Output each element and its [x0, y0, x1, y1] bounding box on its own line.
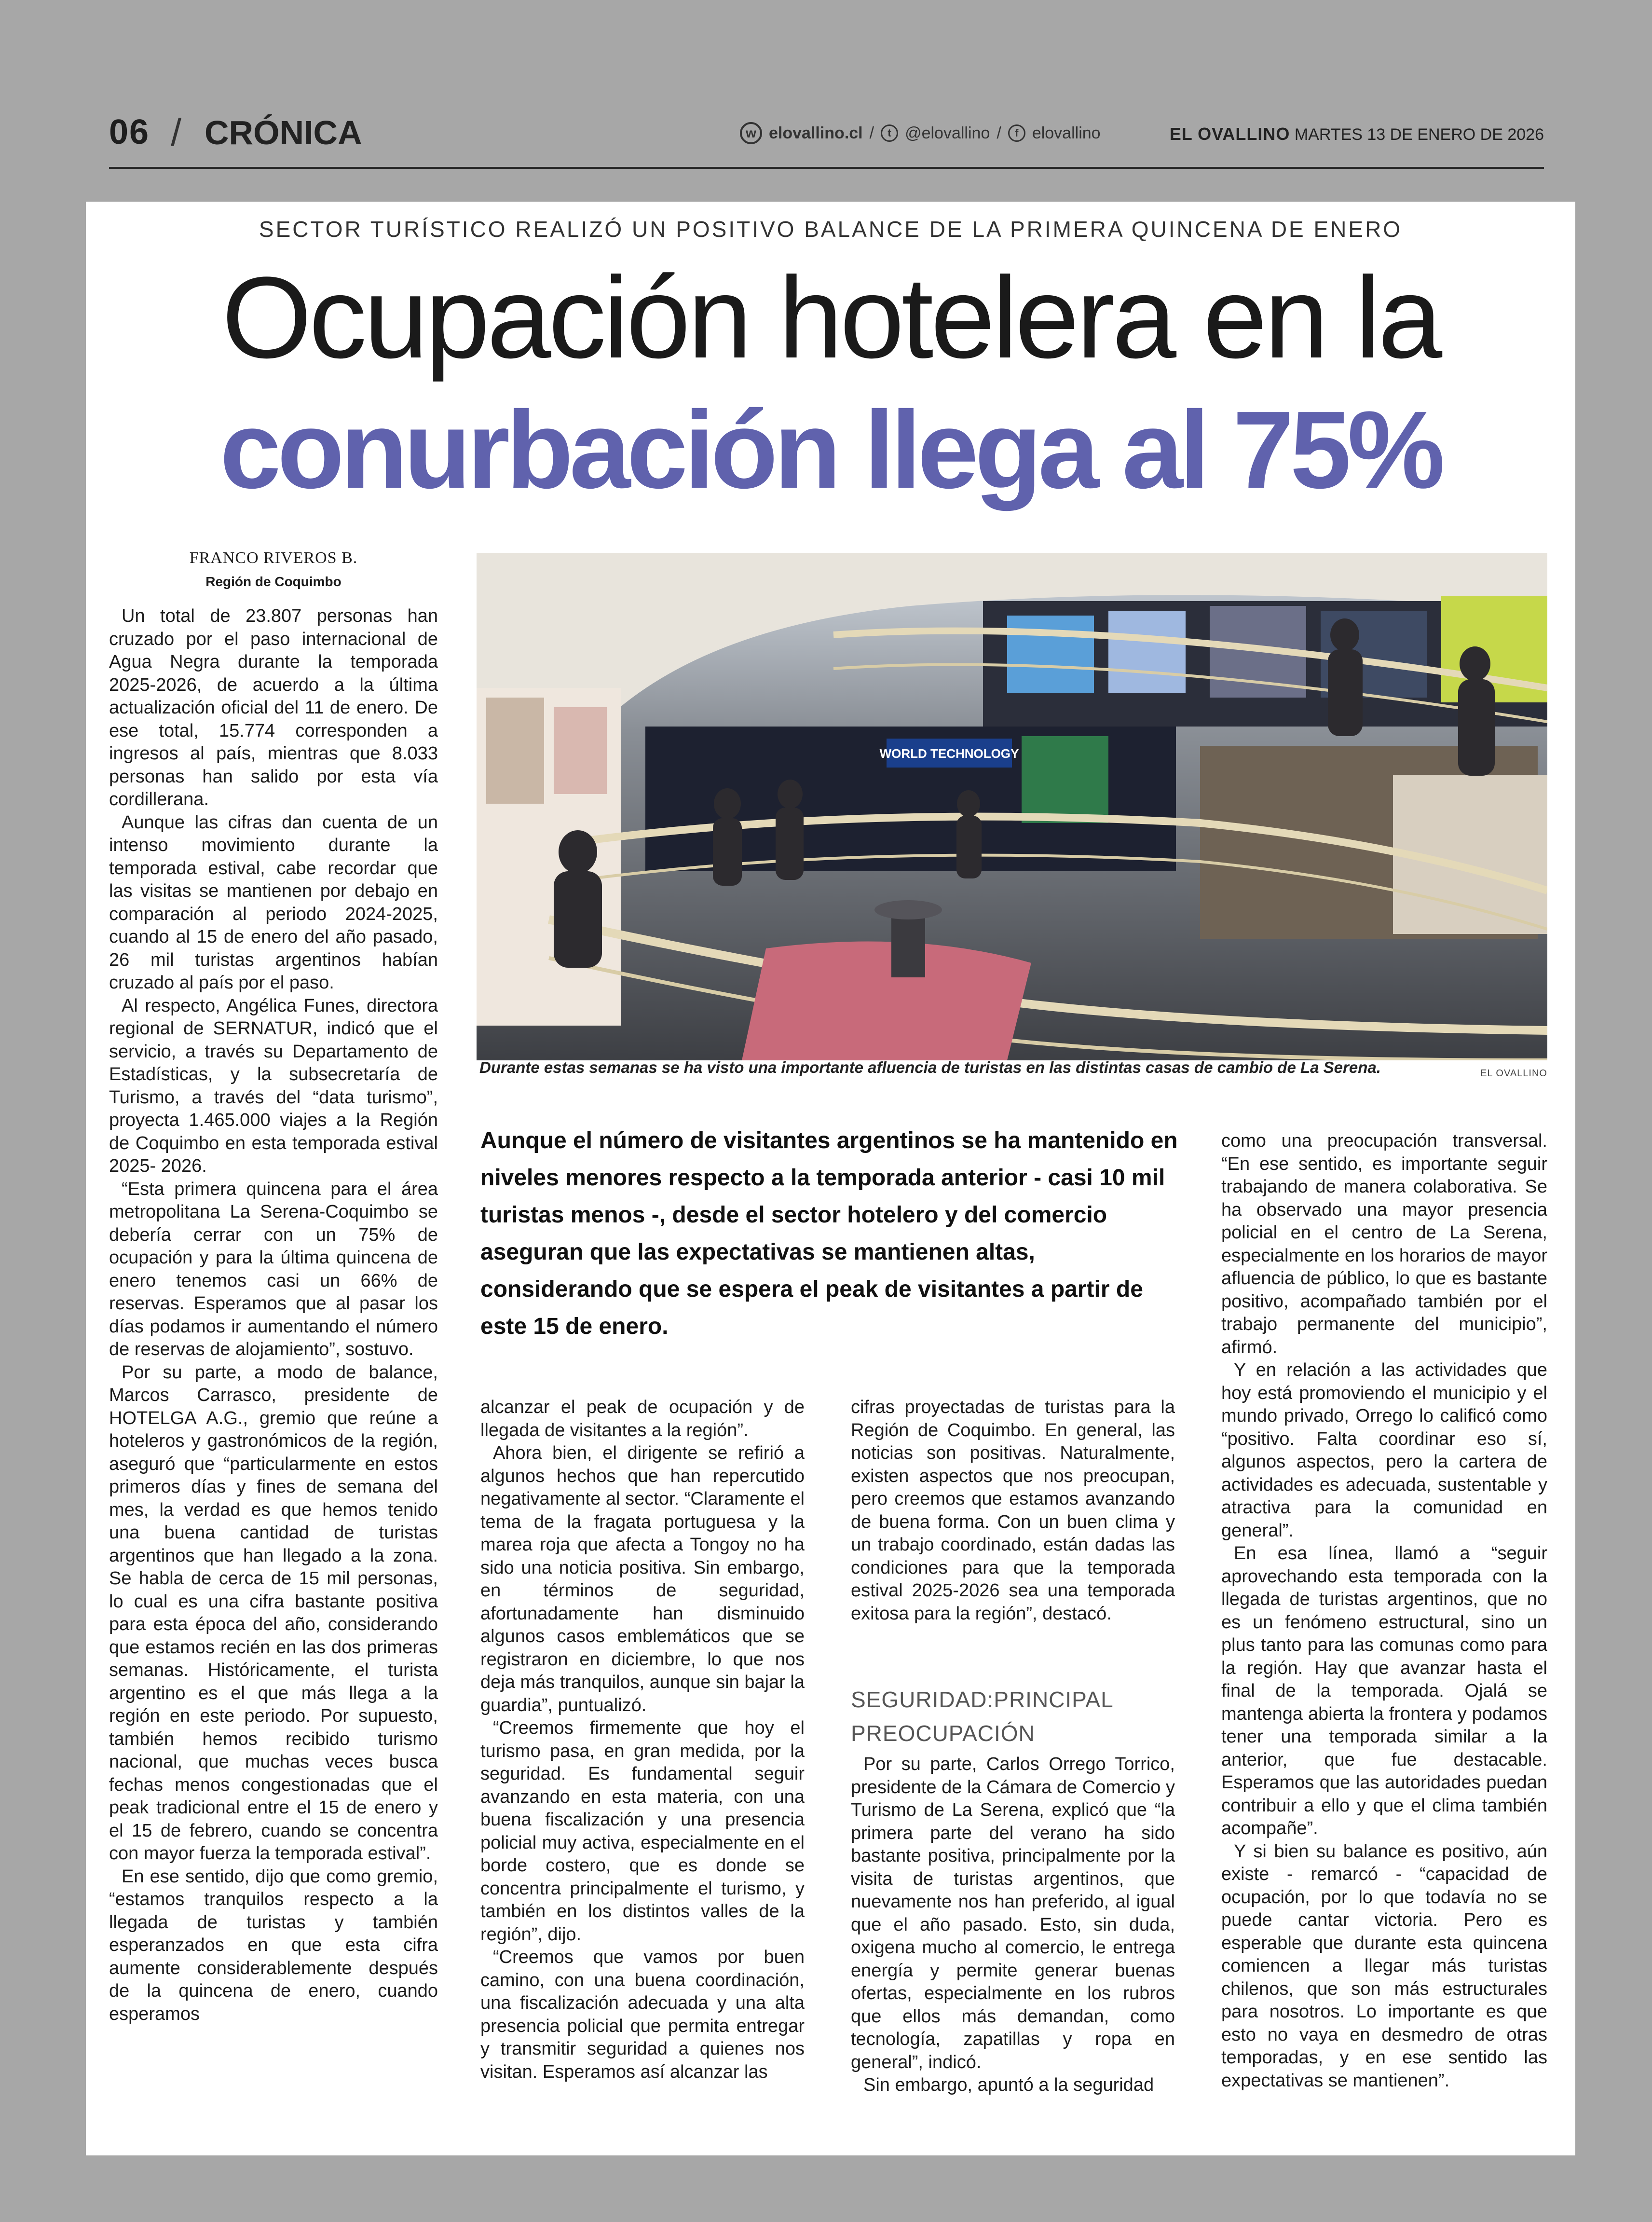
twitter-link[interactable]: @elovallino [905, 123, 990, 142]
paragraph: Al respecto, Angélica Funes, directora regional de SERNATUR, indicó que el servicio, a través su Departamento de Estadísticas, y la subsecretaría de Turismo, a través del “data turismo”, proyecta 1.465.000 viajes a la Región de Coquimbo en esta temporada estival 2025- 2026. [109, 995, 438, 1176]
twitter-icon: t [881, 124, 898, 142]
photo-shop-sign: WORLD TECHNOLOGY [879, 746, 1019, 761]
photo-credit: EL OVALLINO [1480, 1068, 1547, 1079]
facebook-icon: f [1008, 124, 1025, 142]
article-panel [86, 202, 1575, 2155]
web-icon: w [740, 122, 762, 144]
lead-paragraph: Aunque el número de visitantes argentinos se ha mantenido en niveles menores respecto a la temporada anterior - casi 10 mil turistas menos -, desde el sector hotelero y del comercio aseguran que las expectativas se mantienen altas, considerando que se espera el peak de visitantes a partir de este 15 de enero. [480, 1128, 1178, 1339]
author-region: Región de Coquimbo [205, 574, 341, 589]
headline-line-1: Ocupación hotelera en la [221, 253, 1440, 382]
column-2 [480, 1396, 805, 2084]
column-3b [851, 1753, 1175, 2097]
paragraph: En ese sentido, dijo que como gremio, “estamos tranquilos respecto a la llegada de turistas y también esperanzados en que esta cifra aumente considerablemente después de la quincena de enero, cuando esperamos [109, 1866, 438, 2024]
page-header [109, 104, 1544, 169]
author-byline: FRANCO RIVEROS B. [189, 549, 358, 567]
column-4 [1221, 1130, 1547, 2092]
paragraph: Por su parte, Carlos Orrego Torrico, presidente de la Cámara de Comercio y Turismo de La Serena, explicó que “la primera parte del verano ha sido bastante positiva, principalmente por la visita de turistas argentinos, que nuevamente nos han preferido, al igual que el año pasado. Esto, sin duda, oxigena mucho al comercio, le entrega energía y permite generar buenas ofertas, especialmente en los rubros que ellos más demandan, como tecnología, zapatillas y ropa en general”, indicó. [851, 1754, 1175, 2072]
paragraph: Sin embargo, apuntó a la seguridad [863, 2075, 1154, 2095]
article-photo [477, 553, 1547, 1060]
paragraph: “Creemos que vamos por buen camino, con una buena coordinación, una fiscalización adecuada y una alta presencia policial que permita entregar y transmitir seguridad a quienes nos visitan. Esperamos así alcanzar las [480, 1947, 805, 2082]
paragraph: Y si bien su balance es positivo, aún existe - remarcó - “capacidad de ocupación, por lo que todavía no se puede cantar victoria. Pero es esperable que durante esta quincena comiencen a llegar más turistas chilenos, que son más estructurales para nosotros. Lo importante es que esto no vaya en desmedro de otras temporadas, y en ese sentido las expectativas se mantienen”. [1221, 1841, 1547, 2091]
masthead-info [1170, 124, 1544, 144]
photo-caption: Durante estas semanas se ha visto una importante afluencia de turistas en las distintas casas de cambio de La Serena. [479, 1058, 1381, 1076]
paragraph: En esa línea, llamó a “seguir aprovechando esta temporada con la llegada de turistas argentinos, que no es un fenómeno estructural, sino un plus tanto para las comunas como para la región. Hay que avanzar hasta el final de la temporada. Ojalá se mantenga abierta la frontera y podamos tener una temporada similar a la anterior, que fue destacable. Esperamos que las autoridades puedan contribuir a ello y que el clima también acompañe”. [1221, 1543, 1547, 1838]
paragraph: Ahora bien, el dirigente se refirió a algunos hechos que han repercutido negativamente al sector. “Claramente el tema de la fragata portuguesa y la marea roja que afecta a Tongoy no ha sido una noticia positiva. Sin embargo, en términos de seguridad, afortunadamente han disminuido algunos casos emblemáticos que se registraron en diciembre, lo que nos deja más tranquilos, aunque sin bajar la guardia”, puntualizó. [480, 1443, 805, 1715]
headline-line-2: conurbación llega al 75% [219, 389, 1442, 511]
kicker: SECTOR TURÍSTICO REALIZÓ UN POSITIVO BALANCE DE LA PRIMERA QUINCENA DE ENERO [259, 217, 1403, 242]
issue-date: MARTES 13 DE ENERO DE 2026 [1294, 125, 1544, 144]
section-name: CRÓNICA [205, 114, 362, 151]
paragraph: como una preocupación transversal. “En ese sentido, es importante seguir trabajando de manera colaborativa. Se ha observado una mayor presencia policial en el centro de La Serena, especialmente en los horarios de mayor afluencia de público, lo que es bastante positivo, acompañado también por el trabajo permanente del municipio”, afirmó. [1221, 1131, 1547, 1358]
facebook-link[interactable]: elovallino [1032, 123, 1101, 142]
column-3 [851, 1396, 1175, 1625]
paragraph: Aunque las cifras dan cuenta de un intenso movimiento durante la temporada estival, cabe recordar que las visitas se mantienen por debajo en comparación al periodo 2024-2025, cuando al 15 de enero del año pasado, 26 mil turistas argentinos habían cruzado al país por el paso. [109, 812, 438, 993]
social-links [740, 122, 1101, 144]
section-separator: / [171, 111, 182, 154]
column-1 [109, 605, 438, 2026]
paragraph: “Esta primera quincena para el área metropolitana La Serena-Coquimbo se debería cerrar con un 75% de ocupación y para la última quincena de enero tenemos casi un 66% de reservas. Esperamos que al pasar los días podamos ir aumentando el número de reservas de alojamiento”, sostuvo. [109, 1179, 438, 1359]
newspaper-name: EL OVALLINO [1169, 124, 1290, 144]
subhead: SEGURIDAD:PRINCIPAL PREOCUPACIÓN [851, 1687, 1113, 1746]
page-number: 06 [109, 113, 150, 151]
paragraph: Un total de 23.807 personas han cruzado por el paso internacional de Agua Negra durante la temporada 2025-2026, de acuerdo a la última actualización oficial del 11 de enero. De ese total, 15.774 corresponden a ingresos al país, mientras que 8.033 personas han salido por esta vía cordillerana. [109, 606, 438, 809]
header-rule [109, 167, 1544, 169]
paragraph: “Creemos firmemente que hoy el turismo pasa, en gran medida, por la seguridad. Es fundamental seguir avanzando en esta materia, con una buena fiscalización y una presencia policial muy activa, especialmente en el borde costero, que es donde se concentra principalmente el turismo, y también en los distintos valles de la región”, dijo. [480, 1718, 805, 1945]
paragraph: Por su parte, a modo de balance, Marcos Carrasco, presidente de HOTELGA A.G., gremio que reúne a hoteleros y gastronómicos de la región, aseguró que “particularmente en estos primeros días y fines de semana del mes, la verdad es que hemos tenido una buena cantidad de turistas argentinos que han llegado a la zona. Se habla de cerca de 15 mil personas, lo cual es una cifra bastante positiva para esta época del año, considerando que estamos recién en las dos primeras semanas. Históricamente, el turista argentino es el que más llega a la región en este periodo. Por supuesto, también hemos recibido turismo nacional, que muchas veces busca fechas menos congestionadas que el peak tradicional entre el 15 de enero y el 15 de febrero, cuando se concentra con mayor fuerza la temporada estival”. [109, 1362, 438, 1864]
paragraph: Y en relación a las actividades que hoy está promoviendo el municipio y el mundo privado, Orrego lo calificó como “positivo. Falta coordinar eso sí, algunos aspectos, pero la cartera de actividades es adecuada, sustentable y atractiva para la comunidad en general”. [1221, 1360, 1547, 1541]
slash: / [997, 123, 1001, 142]
website-link[interactable]: elovallino.cl [769, 123, 863, 142]
paragraph: alcanzar el peak de ocupación y de llegada de visitantes a la región”. [480, 1397, 805, 1440]
paragraph: cifras proyectadas de turistas para la Región de Coquimbo. En general, las noticias son positivas. Naturalmente, existen aspectos que nos preocupan, pero creemos que estamos avanzando de buena forma. Con un buen clima y un trabajo coordinado, están dadas las condiciones para que la temporada estival 2025-2026 sea una temporada exitosa para la región”, destacó. [851, 1397, 1175, 1624]
slash: / [869, 123, 874, 142]
